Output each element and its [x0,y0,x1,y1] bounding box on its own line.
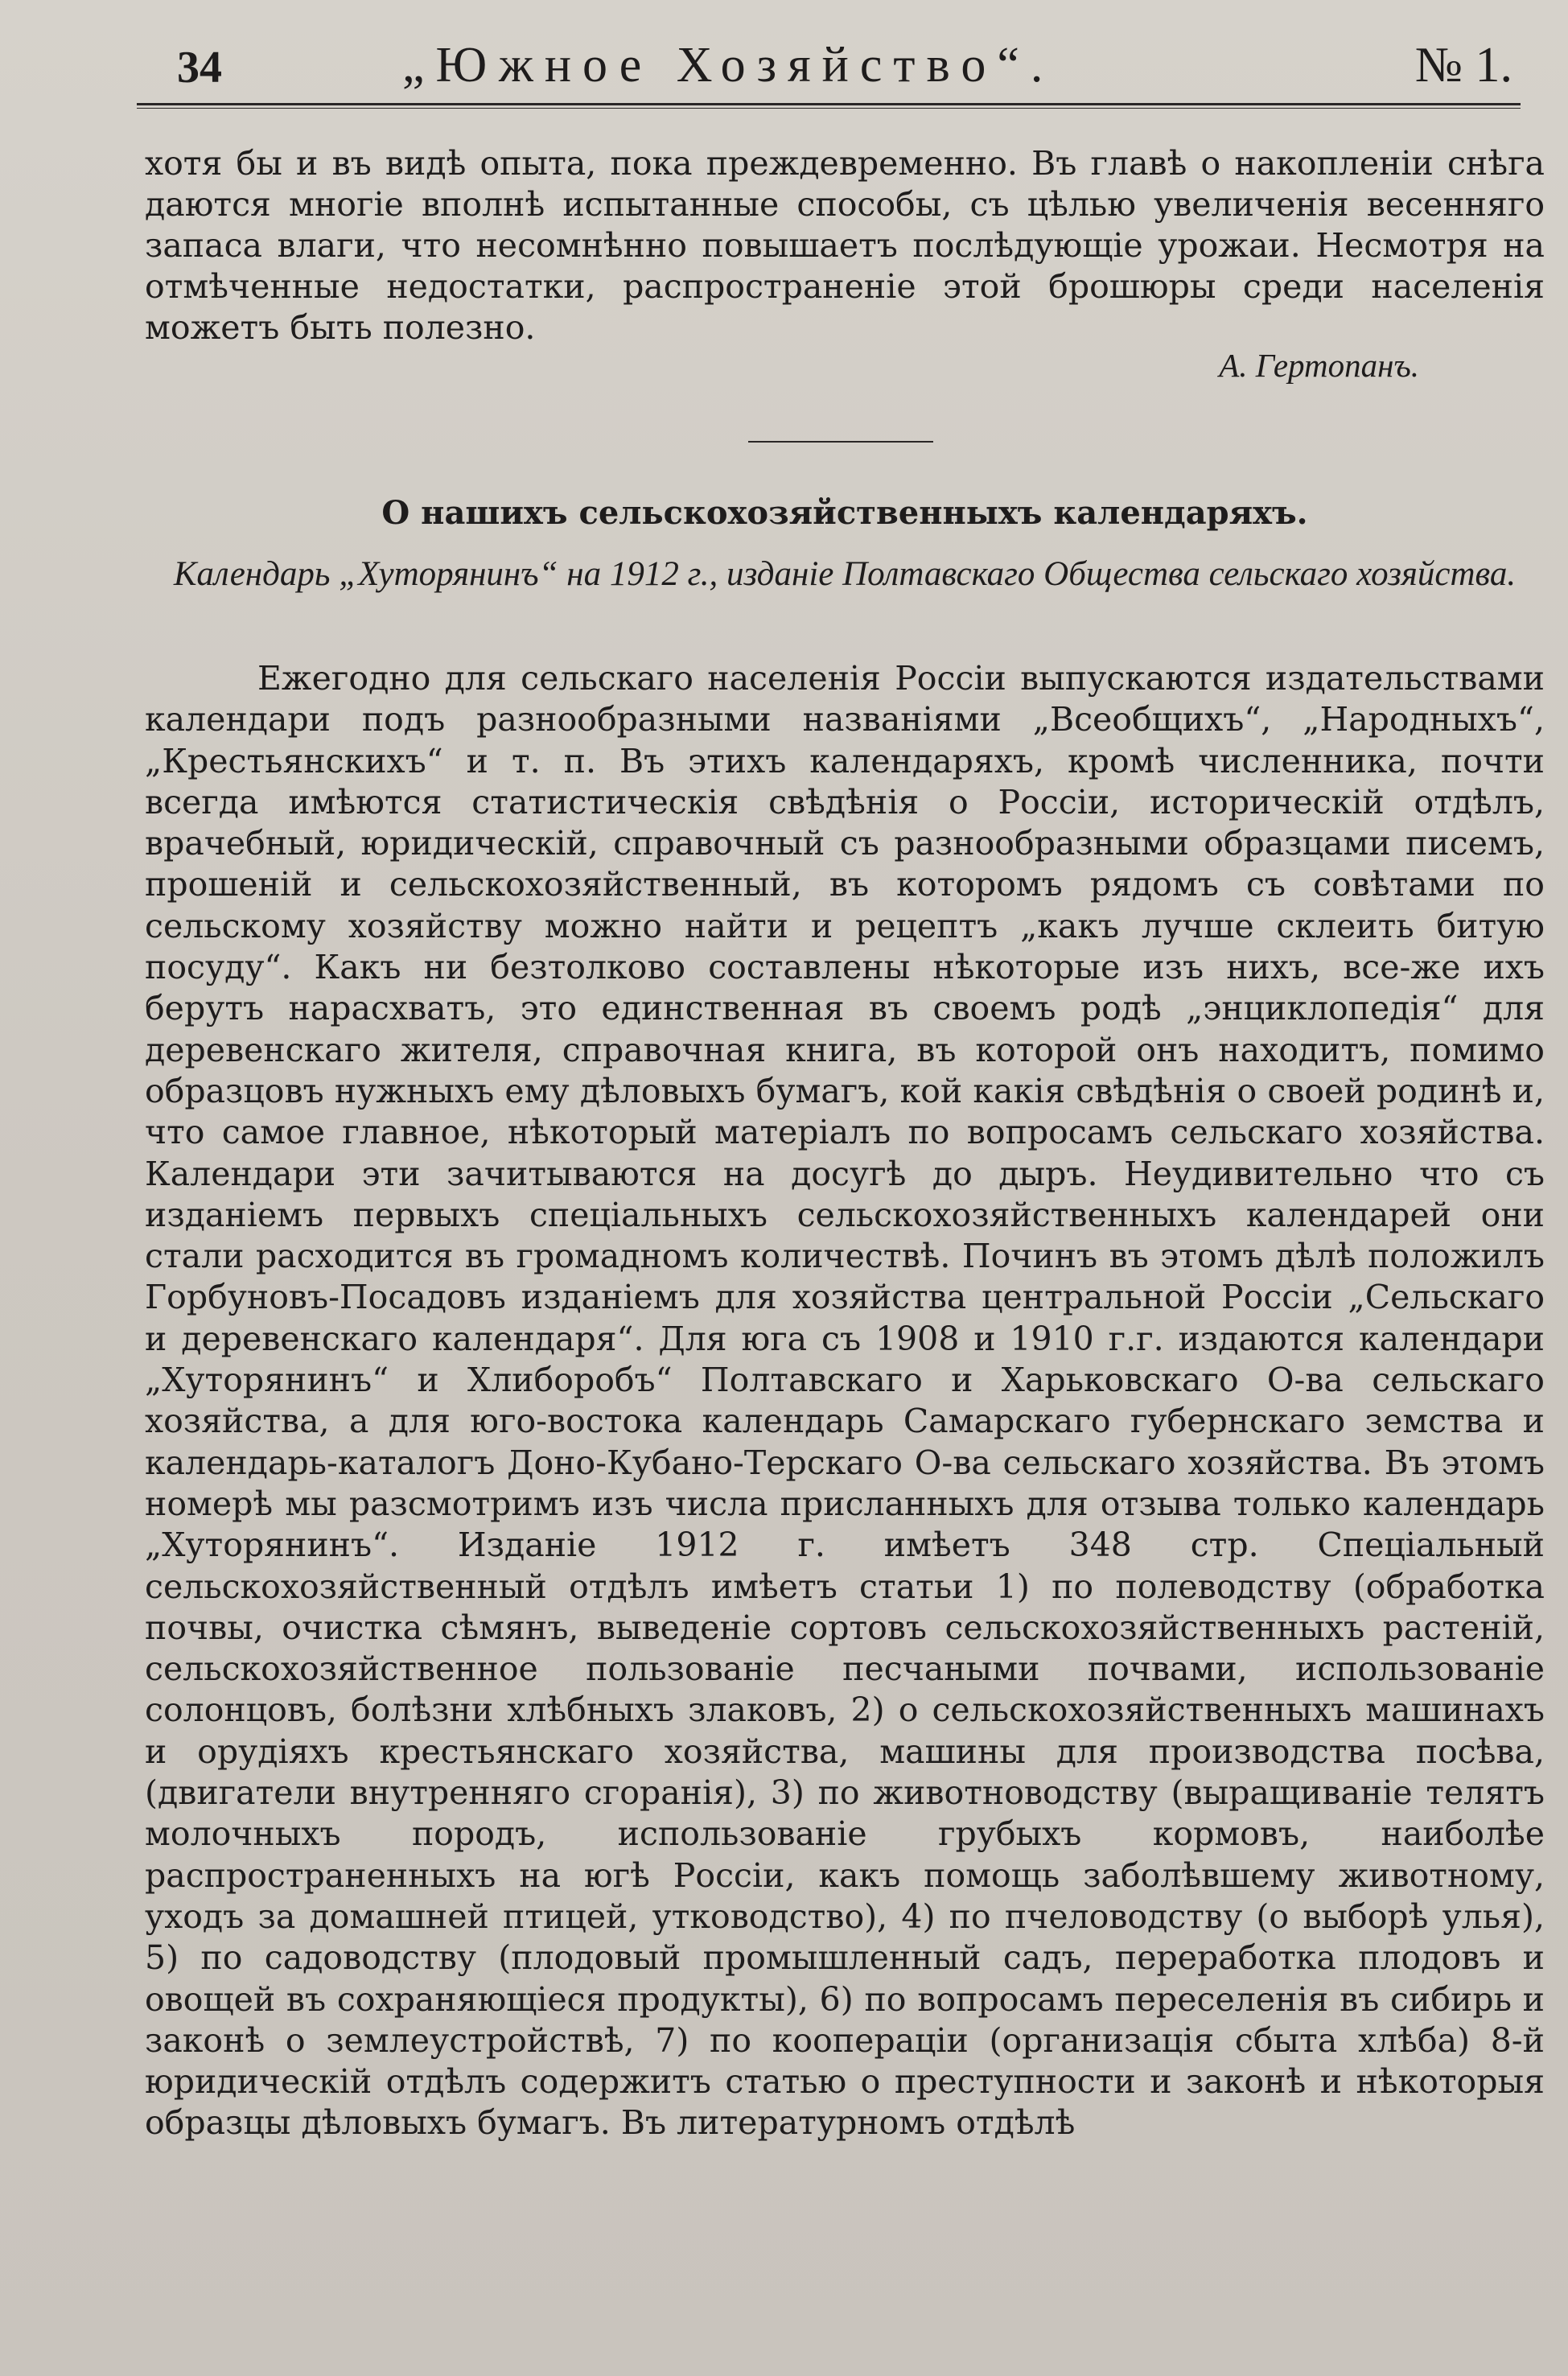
section-subtitle: Календарь „Хуторянинъ“ на 1912 г., изданіе Полтавскаго Общества сельскаго хозяйства. [173,555,1517,593]
continuation-paragraph: хотя бы и въ видѣ опыта, пока преждевременно. Въ главѣ о накопленіи снѣга даются многіе вполнѣ испытанные способы, съ цѣлью увеличенія весенняго запаса влаги, что несомнѣнно повышаетъ послѣдующіе урожаи. Несмотря на отмѣченные недостатки, распространеніе этой брошюры среди населенія можетъ быть полезно. [145,144,1545,347]
article-paragraph: Ежегодно для сельскаго населенія Россіи выпускаются издательствами календари подъ разнообразными названіями „Всеобщихъ“, „Народныхъ“, „Крестьянскихъ“ и т. п. Въ этихъ календаряхъ, кромѣ численника, почти всегда имѣются статистическія свѣдѣнія о Россіи, историческій отдѣлъ, врачебный, юридическій, справочный съ разнообразными образцами писемъ, прошеній и сельскохозяйственный, въ которомъ рядомъ съ совѣтами по сельскому хозяйству можно найти и рецептъ „какъ лучше склеить битую посуду“. Какъ ни безтолково составлены нѣкоторые изъ нихъ, все-же ихъ берутъ нарасхватъ, это единственная въ своемъ родѣ „энциклопедія“ для деревенскаго жителя, справочная книга, въ которой онъ находитъ, помимо образцовъ нужныхъ ему дѣловыхъ бумагъ, кой какія свѣдѣнія о своей родинѣ и, что самое главное, нѣкоторый матеріалъ по вопросамъ сельскаго хозяйства. Календари эти зачитываются на досугѣ до дыръ. Неудивительно что съ изданіемъ первыхъ спеціальныхъ сельскохозяйственныхъ календарей они стали расходится въ громадномъ количествѣ. Починъ въ этомъ дѣлѣ положилъ Горбуновъ-Посадовъ изданіемъ для хозяйства центральной Россіи „Сельскаго и деревенскаго календаря“. Для юга съ 1908 и 1910 г.г. издаются календари „Хуторянинъ“ и Хлиборобъ“ Полтавскаго и Харьковскаго О-ва сельскаго хозяйства, а для юго-востока календарь Самарскаго губернскаго земства и календарь-каталогъ Доно-Кубано-Терскаго О-ва сельскаго хозяйства. Въ этомъ номерѣ мы разсмотримъ изъ числа присланныхъ для отзыва только календарь „Хуторянинъ“. Изданіе 1912 г. имѣетъ 348 стр. Спеціальный сельскохозяйственный отдѣлъ имѣетъ статьи 1) по полеводству (обработка почвы, очистка сѣмянъ, выведеніе сортовъ сельскохозяйственныхъ растеній, сельскохозяйственное пользованіе песчаными почвами, использованіе солонцовъ, болѣзни хлѣбныхъ злаковъ, 2) о сельскохозяйственныхъ машинахъ и орудіяхъ крестьянскаго хозяйства, машины для производства посѣва, (двигатели внутренняго сгоранія), 3) по животноводству (выращиваніе телятъ молочныхъ породъ, использованіе грубыхъ кормовъ, наиболѣе распространенныхъ на югѣ Россіи, какъ помощь заболѣвшему животному, уходъ за домашней птицей, утководство), 4) по пчеловодству (о выборѣ улья), 5) по садоводству (плодовый промышленный садъ, переработка плодовъ и овощей въ сохраняющіеся продукты), 6) по вопросамъ переселенія въ сибирь и законѣ о землеустройствѣ, 7) по коопераціи (организація сбыта хлѣба) 8-й юридическій отдѣлъ содержитъ статью о преступности и законѣ и нѣкоторыя образцы дѣловыхъ бумагъ. Въ литературномъ отдѣлѣ [145,659,1545,2143]
section-divider [748,441,933,443]
header-rule [137,103,1521,105]
header-rule-thin [137,108,1521,109]
author-signature: А. Гертопанъ. [1219,347,1419,384]
section-title: О нашихъ сельскохозяйственныхъ календаряхъ. [381,494,1308,532]
page-number: 34 [177,43,222,93]
issue-number: № 1. [1414,38,1512,93]
journal-title: „Южное Хозяйство“. [402,38,1055,93]
page-header [137,39,1521,103]
